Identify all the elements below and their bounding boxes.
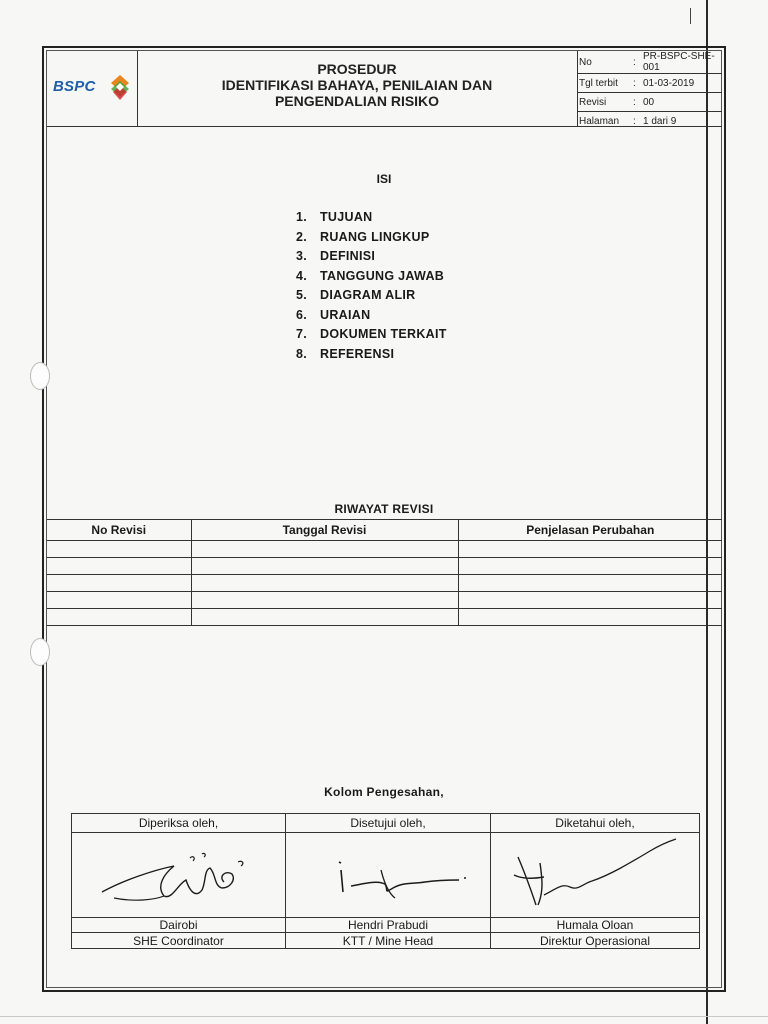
revision-history-heading: RIWAYAT REVISI bbox=[334, 502, 434, 516]
page-bottom-edge bbox=[0, 1016, 768, 1017]
meta-separator: : bbox=[631, 74, 641, 93]
meta-label: No bbox=[577, 51, 631, 74]
signer-role: Disetujui oleh, bbox=[286, 814, 491, 833]
signer-title: SHE Coordinator bbox=[72, 933, 286, 949]
table-row bbox=[47, 575, 722, 592]
contents-item: 4. TANGGUNG JAWAB bbox=[296, 268, 445, 283]
contents-item: 6. URAIAN bbox=[296, 307, 371, 322]
scan-artifact bbox=[690, 8, 691, 24]
contents-item: 7. DOKUMEN TERKAIT bbox=[296, 327, 447, 341]
approval-title-row bbox=[72, 933, 700, 949]
meta-row bbox=[577, 93, 722, 112]
column-header: Tanggal Revisi bbox=[191, 520, 458, 541]
contents-item: 2. RUANG LINGKUP bbox=[296, 229, 430, 244]
signature-cell bbox=[491, 833, 700, 918]
punch-hole-top bbox=[30, 362, 50, 390]
meta-value: PR-BSPC-SHE-001 bbox=[641, 51, 722, 74]
table-row bbox=[47, 609, 722, 626]
meta-label: Revisi bbox=[577, 93, 631, 112]
punch-hole-bottom bbox=[30, 638, 50, 666]
table-row bbox=[47, 592, 722, 609]
approval-signature-row bbox=[72, 833, 700, 918]
table-row bbox=[47, 541, 722, 558]
signature-humala-oloan bbox=[500, 835, 690, 915]
meta-row bbox=[577, 74, 722, 93]
meta-row bbox=[577, 51, 722, 74]
contents-item: 3. DEFINISI bbox=[296, 249, 376, 263]
column-header: Penjelasan Perubahan bbox=[458, 520, 722, 541]
signer-name: Dairobi bbox=[72, 918, 286, 933]
signer-title: Direktur Operasional bbox=[491, 933, 700, 949]
signer-title: KTT / Mine Head bbox=[286, 933, 491, 949]
signer-name: Hendri Prabudi bbox=[286, 918, 491, 933]
signer-role: Diperiksa oleh, bbox=[72, 814, 286, 833]
contents-item: 5. DIAGRAM ALIR bbox=[296, 288, 416, 302]
approval-table bbox=[71, 813, 700, 949]
column-header: No Revisi bbox=[47, 520, 191, 541]
signature-cell bbox=[286, 833, 491, 918]
company-logo-icon bbox=[109, 73, 131, 103]
meta-separator: : bbox=[631, 51, 641, 74]
signature-cell bbox=[72, 833, 286, 918]
meta-value: 01-03-2019 bbox=[641, 74, 722, 93]
contents-item: 8. REFERENSI bbox=[296, 346, 395, 361]
document-header bbox=[47, 51, 722, 127]
company-logo-text: BSPC bbox=[53, 78, 96, 95]
meta-separator: : bbox=[633, 115, 636, 127]
revision-history-table bbox=[47, 519, 722, 626]
document-title bbox=[137, 51, 578, 126]
approval-name-row bbox=[72, 918, 700, 933]
meta-label: Halaman bbox=[579, 115, 620, 127]
meta-separator: : bbox=[631, 93, 641, 112]
signature-dairobi bbox=[94, 840, 264, 910]
signer-name: Humala Oloan bbox=[491, 918, 700, 933]
signature-hendri-prabudi bbox=[303, 840, 473, 910]
title-line-3: PENGENDALIAN RISIKO bbox=[274, 93, 440, 109]
contents-list bbox=[296, 208, 447, 364]
meta-value: 00 bbox=[641, 93, 722, 112]
logo-cell bbox=[47, 51, 138, 126]
document-meta-table bbox=[577, 51, 722, 130]
approval-heading: Kolom Pengesahan, bbox=[324, 785, 444, 799]
signer-role: Diketahui oleh, bbox=[491, 814, 700, 833]
contents-item: 1. TUJUAN bbox=[296, 210, 373, 224]
title-line-2: IDENTIFIKASI BAHAYA, PENILAIAN DAN bbox=[221, 77, 493, 93]
meta-value: 1 dari 9 bbox=[643, 115, 677, 127]
approval-role-row bbox=[72, 814, 700, 833]
table-row bbox=[47, 558, 722, 575]
title-line-1: PROSEDUR bbox=[317, 61, 397, 77]
meta-label: Tgl terbit bbox=[577, 74, 631, 93]
contents-heading: ISI bbox=[376, 172, 392, 186]
revision-header-row bbox=[47, 520, 722, 541]
meta-row bbox=[577, 112, 722, 131]
